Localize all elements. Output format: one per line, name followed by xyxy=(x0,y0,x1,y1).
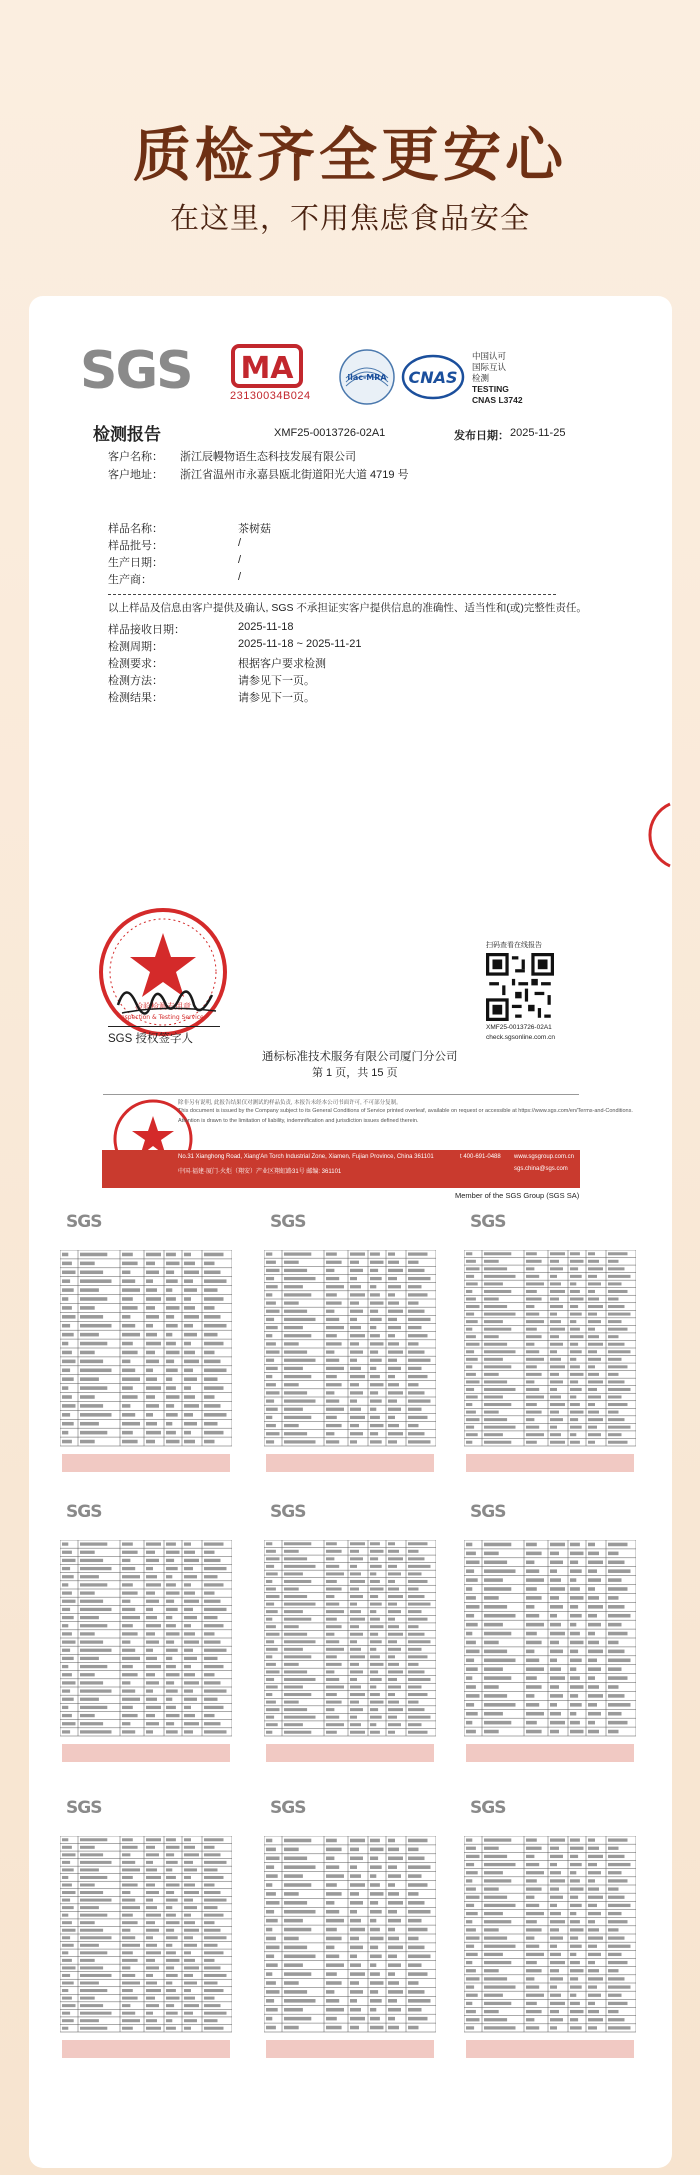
phone: t 400-691-0488 xyxy=(460,1154,501,1160)
disclaimer-statement: 以上样品及信息由客户提供及确认, SGS 不承担证实客户提供信息的准确性、适当性和(或)完整性责任。 xyxy=(108,602,587,614)
batch-label: 样品批号： xyxy=(108,540,163,552)
thumbnail-sgs-logo: SGS xyxy=(470,1212,506,1232)
test-period: 2025-11-18 ~ 2025-11-21 xyxy=(238,638,362,650)
fine-print-1: 除非另有说明, 此报告结果仅对测试的样品负责, 本报告未经本公司书面许可, 不可部分复制。 xyxy=(178,1100,402,1106)
received-label: 样品接收日期： xyxy=(108,624,185,636)
manufacturer: / xyxy=(238,571,242,583)
ilac-mra-logo xyxy=(338,348,396,406)
method-label: 检测方法： xyxy=(108,675,163,687)
thumbnail-table xyxy=(60,1250,232,1450)
thumbnail-sgs-logo: SGS xyxy=(270,1798,306,1818)
thumbnail-footer xyxy=(62,1744,230,1762)
sample-name: 茶树菇 xyxy=(238,523,271,535)
dashed-divider xyxy=(108,594,556,595)
report-page-thumbnail xyxy=(456,1206,644,1488)
thumbnail-footer xyxy=(62,2040,230,2058)
footer-divider xyxy=(103,1094,579,1095)
svg-text:CNAS: CNAS xyxy=(408,368,458,387)
svg-text:ilac-MRA: ilac-MRA xyxy=(347,373,387,382)
fine-print-2: This document is issued by the Company subject to its General Conditions of Service printed overleaf, available on request or accessible at https://www.sgs.com/en/Terms-and-Conditions. xyxy=(178,1108,633,1114)
thumbnail-table xyxy=(464,1540,636,1740)
thumbnail-footer xyxy=(466,1454,634,1472)
report-page-thumbnail xyxy=(256,1206,444,1488)
report-page-thumbnail xyxy=(456,1792,644,2074)
qr-number: XMF25-0013726-02A1 xyxy=(486,1024,552,1031)
report-page-thumbnail xyxy=(52,1206,240,1488)
member-line: Member of the SGS Group (SGS SA) xyxy=(455,1191,580,1200)
production-date-label: 生产日期： xyxy=(108,557,163,569)
report-number: XMF25-0013726-02A1 xyxy=(274,427,386,439)
email: sgs.china@sgs.com xyxy=(514,1166,568,1172)
thumbnail-sgs-logo: SGS xyxy=(66,1502,102,1522)
thumbnail-sgs-logo: SGS xyxy=(470,1798,506,1818)
handwritten-signature xyxy=(112,975,222,1023)
qr-code xyxy=(486,953,554,1021)
qr-url: check.sgsonline.com.cn xyxy=(486,1034,556,1041)
thumbnail-table xyxy=(264,1250,436,1450)
report-page-thumbnail xyxy=(52,1496,240,1778)
thumbnail-table xyxy=(60,1836,232,2036)
website: www.sgsgroup.com.cn xyxy=(514,1154,575,1160)
cert-lines: 中国认可 国际互认 检测 TESTING CNAS L3742 xyxy=(472,351,523,405)
result: 请参见下一页。 xyxy=(238,692,315,704)
thumbnail-table xyxy=(60,1540,232,1740)
client-name: 浙江辰幔物语生态科技发展有限公司 xyxy=(180,451,356,463)
cnas-logo xyxy=(401,354,465,400)
svg-text:MA: MA xyxy=(240,351,294,386)
thumbnail-sgs-logo: SGS xyxy=(66,1798,102,1818)
client-address-label: 客户地址： xyxy=(108,469,163,481)
thumbnail-footer xyxy=(466,1744,634,1762)
requirement: 根据客户要求检测 xyxy=(238,658,326,670)
sample-name-label: 样品名称： xyxy=(108,523,163,535)
fine-print-3: Attention is drawn to the limitation of liability, indemnification and jurisdiction issues defined therein. xyxy=(178,1118,419,1124)
thumbnail-sgs-logo: SGS xyxy=(270,1502,306,1522)
thumbnail-footer xyxy=(266,1454,434,1472)
page-headline: 质检齐全更安心 xyxy=(132,121,567,189)
report-page-thumbnail xyxy=(256,1792,444,2074)
thumbnail-table xyxy=(464,1836,636,2036)
requirement-label: 检测要求： xyxy=(108,658,163,670)
test-period-label: 检测周期： xyxy=(108,641,163,653)
report-page-thumbnail xyxy=(456,1496,644,1778)
issue-date: 2025-11-25 xyxy=(510,427,566,439)
cma-code: 23130034B024 xyxy=(230,390,311,402)
report-title: 检测报告 xyxy=(93,425,161,444)
address-en: No.31 Xianghong Road, Xiang'An Torch Industrial Zone, Xiamen, Fujian Province, China 361101 xyxy=(178,1154,434,1160)
issuing-company: 通标标准技术服务有限公司厦门分公司 xyxy=(262,1051,458,1063)
production-date: / xyxy=(238,554,242,566)
page-subtitle: 在这里，不用焦虑食品安全 xyxy=(169,201,530,235)
result-label: 检测结果： xyxy=(108,692,163,704)
thumbnail-footer xyxy=(62,1454,230,1472)
received-date: 2025-11-18 xyxy=(238,621,294,633)
svg-text:Inspection & Testing Services: Inspection & Testing Services xyxy=(119,1014,207,1021)
client-name-label: 客户名称： xyxy=(108,451,163,463)
signature-line xyxy=(108,1026,220,1027)
thumbnail-footer xyxy=(466,2040,634,2058)
page-counter: 第 1 页，共 15 页 xyxy=(312,1067,398,1079)
thumbnail-sgs-logo: SGS xyxy=(66,1212,102,1232)
thumbnail-footer xyxy=(266,2040,434,2058)
svg-text:检验检测专用章: 检验检测专用章 xyxy=(135,1002,191,1011)
batch: / xyxy=(238,537,242,549)
sgs-logo: SGS xyxy=(80,341,192,401)
client-address: 浙江省温州市永嘉县瓯北街道阳光大道 4719 号 xyxy=(180,469,409,481)
thumbnail-table xyxy=(464,1250,636,1450)
thumbnail-sgs-logo: SGS xyxy=(270,1212,306,1232)
signatory-label: SGS 授权签字人 xyxy=(108,1033,193,1045)
method: 请参见下一页。 xyxy=(238,675,315,687)
thumbnail-table xyxy=(264,1836,436,2036)
thumbnail-sgs-logo: SGS xyxy=(470,1502,506,1522)
thumbnail-footer xyxy=(266,1744,434,1762)
report-page-thumbnail xyxy=(256,1496,444,1778)
issue-date-label: 发布日期： xyxy=(454,430,509,442)
report-page-thumbnail xyxy=(52,1792,240,2074)
manufacturer-label: 生产商： xyxy=(108,574,152,586)
thumbnail-table xyxy=(264,1540,436,1740)
qr-caption: 扫码查看在线报告 xyxy=(486,942,542,949)
partial-seal-arc xyxy=(632,800,672,870)
address-cn: 中国·福建·厦门·火炬（翔安）产业区翔虹路31号 邮编: 361101 xyxy=(178,1169,342,1175)
